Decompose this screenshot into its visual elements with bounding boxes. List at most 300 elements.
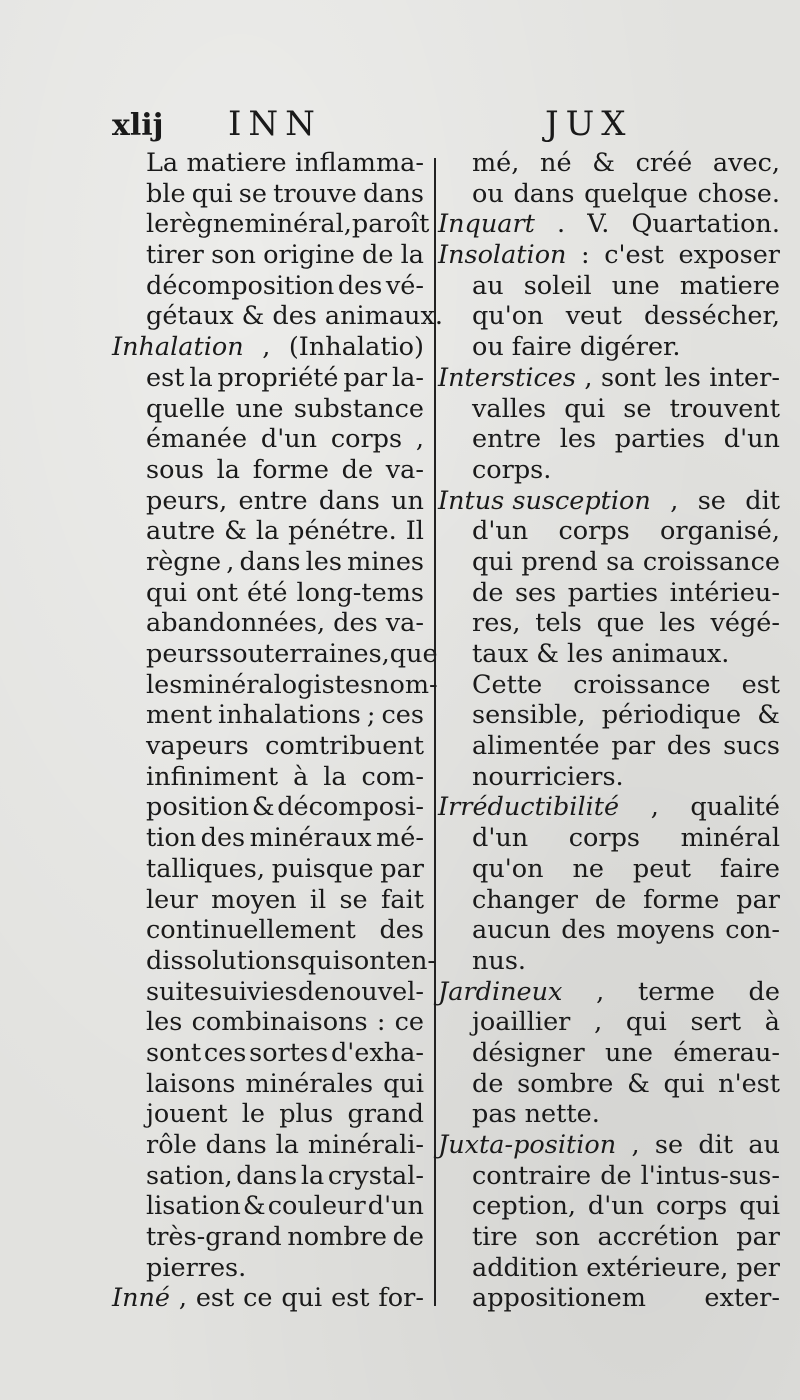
left-text-line (112, 885, 424, 916)
word: valles (472, 393, 547, 424)
left-text-line (112, 179, 424, 210)
line-content (146, 977, 424, 1008)
right-text-line (438, 1099, 780, 1130)
line-content (472, 885, 780, 916)
left-text-line (112, 240, 424, 271)
line-content (472, 1161, 780, 1192)
line-content (146, 1130, 424, 1161)
line-content (146, 578, 424, 609)
word: faire (511, 332, 572, 363)
word: & (757, 700, 780, 731)
word: la (216, 454, 240, 485)
word: addition (472, 1252, 579, 1283)
word: trouve (273, 178, 357, 209)
line-content (472, 148, 780, 179)
word: res, (472, 608, 521, 639)
word: minérales (245, 1068, 374, 1099)
word: se (238, 178, 267, 209)
word: d'un (587, 1191, 645, 1222)
word: veut (565, 301, 622, 332)
word: la (323, 761, 347, 792)
word: soleil (523, 270, 592, 301)
word: combinaisons (191, 1007, 368, 1038)
word: périodique (601, 700, 742, 731)
word: été (247, 577, 288, 608)
page-number: xlij (112, 108, 164, 143)
word: organisé, (660, 516, 780, 547)
word: par (343, 362, 388, 393)
left-text-line (112, 332, 424, 363)
word: animaux. (611, 639, 730, 669)
entry-headword: Insolation (438, 240, 567, 271)
line-content (472, 608, 780, 639)
line-content (472, 424, 780, 455)
word: créé (635, 148, 693, 178)
word: sensible, (472, 700, 586, 731)
right-text-line (438, 762, 780, 793)
right-text-line (438, 547, 780, 578)
word: for- (378, 1283, 424, 1314)
word: , (226, 546, 235, 577)
word: La (146, 148, 179, 178)
word: végé- (710, 608, 780, 639)
word: de (472, 1068, 504, 1099)
right-text-line (438, 1222, 780, 1253)
line-content (472, 1007, 780, 1038)
left-text-line (112, 301, 443, 332)
word: (Inhalatio) (288, 332, 424, 363)
right-running-head: JUX (545, 104, 633, 144)
line-content (146, 240, 424, 271)
word: va- (385, 454, 424, 485)
line-content (146, 608, 424, 639)
word: crystal- (327, 1160, 424, 1191)
line-content (472, 639, 780, 670)
right-text-line (438, 854, 780, 885)
word: plus (279, 1099, 334, 1130)
word: , (584, 362, 593, 393)
word: & (224, 516, 247, 547)
right-text-line (438, 1038, 780, 1069)
line-content (146, 731, 424, 762)
right-text-line (438, 148, 780, 179)
word: comtribuent (265, 731, 424, 762)
word: se (697, 485, 726, 516)
word: une (235, 393, 284, 424)
line-content (472, 946, 780, 977)
word: le (241, 1099, 265, 1130)
word: de (600, 1160, 632, 1191)
word: chose. (697, 178, 780, 209)
line-content (146, 1007, 424, 1038)
word: matiere (679, 270, 780, 301)
word: ont (195, 577, 238, 608)
word: ception, (472, 1191, 576, 1222)
left-text-line (112, 455, 424, 486)
word: de (748, 976, 780, 1007)
line-content (472, 332, 780, 363)
line-content (146, 1222, 424, 1253)
word: par (736, 884, 780, 915)
word: les (659, 608, 696, 639)
line-content (472, 578, 780, 609)
word: au (472, 270, 504, 301)
word: : (376, 1007, 386, 1038)
word: de (341, 454, 374, 485)
word: quelque (584, 178, 688, 209)
word: qui (383, 1068, 424, 1099)
word: les (559, 424, 597, 455)
word: exposer (678, 240, 780, 271)
word: parties (614, 424, 706, 455)
word: , (650, 792, 659, 823)
right-text-line (438, 455, 780, 486)
right-text-line (438, 301, 780, 332)
line-content (472, 547, 780, 578)
word: sert (690, 1007, 742, 1038)
right-text-line (438, 639, 780, 670)
line-content (146, 486, 424, 517)
line-content (146, 885, 424, 916)
right-text-line (438, 946, 780, 977)
word: décomposition (146, 270, 335, 301)
word: se (623, 393, 652, 424)
word: ces (203, 1037, 247, 1068)
word: de (472, 577, 504, 608)
word: qui (564, 393, 606, 424)
word: ment (146, 700, 212, 731)
word: Quartation. (631, 209, 780, 240)
line-content (146, 915, 424, 946)
word: inter- (709, 362, 780, 393)
left-text-line (112, 977, 424, 1008)
right-text-line (438, 424, 780, 455)
word: talliques, (146, 853, 265, 884)
word: de (594, 884, 627, 915)
line-content (472, 762, 780, 793)
line-content (146, 516, 424, 547)
word: dit (745, 485, 780, 516)
left-text-line (112, 1099, 424, 1130)
word: qualité (690, 792, 780, 823)
line-content (146, 271, 424, 302)
word: & (251, 792, 275, 823)
word: suivies (209, 976, 298, 1007)
right-text-line (438, 179, 780, 210)
word: long-tems (296, 577, 424, 608)
left-text-line (112, 854, 424, 885)
word: est (741, 669, 780, 700)
line-content (146, 639, 438, 670)
word: émerau- (673, 1037, 780, 1068)
line-content (472, 179, 780, 210)
word: . (557, 209, 566, 240)
line-content (112, 1283, 424, 1314)
line-content (146, 669, 438, 701)
word: appositionem (472, 1283, 646, 1314)
word: origine (263, 240, 355, 271)
word: inhalations (218, 700, 361, 731)
word: par (736, 1222, 780, 1253)
word: mines (347, 546, 424, 577)
word: ce (394, 1007, 424, 1038)
word: nombre (287, 1222, 387, 1253)
word: une (611, 270, 660, 301)
line-content (472, 1069, 780, 1100)
word: minérali- (307, 1130, 424, 1160)
word: qui (663, 1068, 705, 1099)
word: continuellement (146, 915, 356, 946)
word: accrétion (597, 1222, 719, 1253)
word: moyens (616, 915, 715, 946)
right-text-line (438, 516, 780, 547)
word: n'est (718, 1068, 780, 1099)
entry-headword: Intus susception (438, 485, 651, 516)
word: qui (739, 1191, 780, 1222)
word: des (666, 731, 712, 762)
word: tirer (146, 240, 204, 271)
right-text-line (438, 1191, 780, 1222)
word: position (146, 792, 250, 823)
word: dans (513, 178, 575, 209)
right-text-line (438, 578, 780, 609)
line-content (438, 486, 780, 517)
word: par (380, 853, 424, 884)
word: nom- (373, 669, 438, 700)
word: rôle (146, 1130, 197, 1160)
word: Cette (472, 669, 543, 700)
right-text-line (438, 394, 780, 425)
word: extérieure, (586, 1252, 729, 1283)
word: règne (146, 546, 222, 577)
word: peurs (146, 639, 220, 669)
word: très-grand (146, 1222, 282, 1253)
word: dans (318, 485, 380, 516)
word: , (670, 485, 679, 516)
right-column (438, 148, 780, 1314)
word: ; (366, 700, 376, 731)
word: ou (472, 178, 504, 209)
word: dans (239, 546, 301, 577)
entry-headword: Inquart (438, 209, 535, 240)
word: matiere (186, 148, 287, 178)
line-content (438, 240, 780, 271)
left-text-line (112, 669, 438, 701)
word: pierres. (146, 1252, 247, 1283)
left-text-line (112, 1007, 424, 1038)
line-content (146, 209, 430, 240)
word: dissolutions (146, 945, 300, 976)
word: taux (472, 639, 529, 669)
word: nus. (472, 945, 527, 976)
left-text-line (112, 915, 424, 946)
word: tels (535, 608, 582, 639)
word: tion (146, 823, 197, 854)
left-text-line (112, 271, 424, 302)
line-content (112, 332, 424, 363)
word: est (146, 362, 185, 393)
word: ce (243, 1283, 273, 1314)
word: puisque (271, 853, 374, 884)
line-content (438, 1130, 780, 1161)
word: Il (405, 516, 424, 547)
word: d'un (472, 516, 529, 547)
word: dans (362, 178, 424, 209)
word: aucun (472, 915, 551, 946)
left-text-line (112, 1069, 424, 1100)
word: ne (572, 853, 604, 884)
word: un (391, 485, 424, 516)
line-content (146, 1038, 424, 1069)
word: des (379, 915, 424, 946)
right-text-line (438, 1253, 780, 1284)
word: dessécher, (644, 301, 780, 332)
right-text-line (438, 608, 780, 639)
line-content (146, 1161, 424, 1192)
line-content (438, 363, 780, 394)
right-text-line (438, 332, 780, 363)
line-content (472, 301, 780, 332)
word: que (389, 639, 438, 669)
line-content (472, 854, 780, 885)
left-text-line (112, 639, 438, 670)
word: règne (169, 209, 245, 240)
line-content (146, 1099, 424, 1130)
word: de (392, 1222, 424, 1253)
word: suite (146, 976, 210, 1007)
word: des (200, 823, 246, 854)
word: minéralogistes (182, 669, 374, 700)
word: changer (472, 884, 578, 915)
line-content (146, 547, 424, 578)
line-content (472, 394, 780, 425)
word: entre (238, 485, 308, 516)
line-content (472, 731, 780, 762)
line-content (146, 700, 424, 731)
right-text-line (438, 915, 780, 946)
entry-headword: Irréductibilité (438, 792, 620, 823)
word: substance (293, 393, 424, 424)
word: corps (330, 424, 403, 455)
word: & (627, 1068, 650, 1099)
left-text-line (112, 394, 424, 425)
word: sont (340, 945, 396, 976)
word: des (272, 301, 317, 332)
right-text-line (438, 486, 780, 517)
line-content (146, 394, 424, 425)
line-content (146, 1253, 424, 1284)
entry-headword: Inhalation (112, 332, 244, 363)
left-running-head: INN (228, 104, 322, 144)
word: par (611, 731, 656, 762)
word: dans (205, 1130, 267, 1160)
word: entre (472, 424, 542, 455)
word: exter- (704, 1283, 780, 1314)
right-text-line (438, 977, 780, 1008)
word: des (333, 608, 378, 639)
word: des (337, 270, 383, 301)
left-text-line (112, 547, 424, 578)
word: sont (600, 362, 657, 393)
word: qu'on (472, 853, 544, 884)
left-text-line (112, 823, 424, 854)
left-text-line (112, 1283, 424, 1314)
word: corps (655, 1191, 728, 1222)
word: désigner (472, 1037, 585, 1068)
word: alimentée (472, 731, 600, 762)
line-content (146, 363, 424, 394)
line-content (472, 670, 780, 701)
entry-headword: Interstices (438, 362, 576, 393)
word: & (592, 148, 615, 178)
word: forme (643, 884, 720, 915)
word: son (535, 1222, 581, 1253)
word: les (566, 639, 604, 669)
entry-headword: Juxta-position (438, 1130, 617, 1160)
line-content (146, 823, 424, 854)
word: qui (191, 178, 233, 209)
left-text-line (112, 1222, 424, 1253)
word: son (211, 240, 256, 271)
word: abandonnées, (146, 608, 326, 639)
word: qu'on (472, 301, 544, 332)
left-text-line (112, 1038, 424, 1069)
word: nouvel- (329, 976, 424, 1007)
word: & (536, 639, 559, 669)
line-content (472, 516, 780, 547)
line-content (146, 148, 424, 179)
word: inflamma- (295, 148, 424, 178)
word: lisation (146, 1191, 241, 1222)
word: émanée (146, 424, 248, 455)
word: la (400, 240, 424, 271)
right-text-line (438, 823, 780, 854)
word: laisons (146, 1068, 236, 1099)
word: corps (558, 516, 630, 547)
word: corps. (472, 454, 552, 485)
word: va- (385, 608, 424, 639)
word: , (596, 976, 605, 1007)
word: d'un (260, 424, 318, 455)
right-text-line (438, 363, 780, 394)
word: sont (146, 1037, 202, 1068)
word: de (362, 240, 394, 271)
line-content (472, 1253, 780, 1284)
word: faire (719, 853, 780, 884)
page-header (0, 104, 800, 148)
word: gétaux (146, 301, 234, 332)
word: la (255, 516, 280, 547)
left-text-line (112, 209, 430, 240)
word: autre (146, 516, 216, 547)
word: les (305, 546, 342, 577)
word: & (242, 1191, 266, 1222)
left-text-line (112, 1191, 424, 1222)
word: ces (381, 700, 424, 731)
word: ou (472, 332, 504, 363)
word: prend (521, 546, 598, 577)
word: leur (146, 884, 198, 915)
line-content (472, 455, 780, 486)
left-text-line (112, 1161, 424, 1192)
word: la (189, 362, 213, 393)
left-text-line (112, 762, 424, 793)
left-text-line (112, 516, 424, 547)
line-content (472, 915, 780, 946)
right-text-line (438, 271, 780, 302)
word: est (195, 1283, 235, 1314)
line-content (146, 1191, 424, 1222)
